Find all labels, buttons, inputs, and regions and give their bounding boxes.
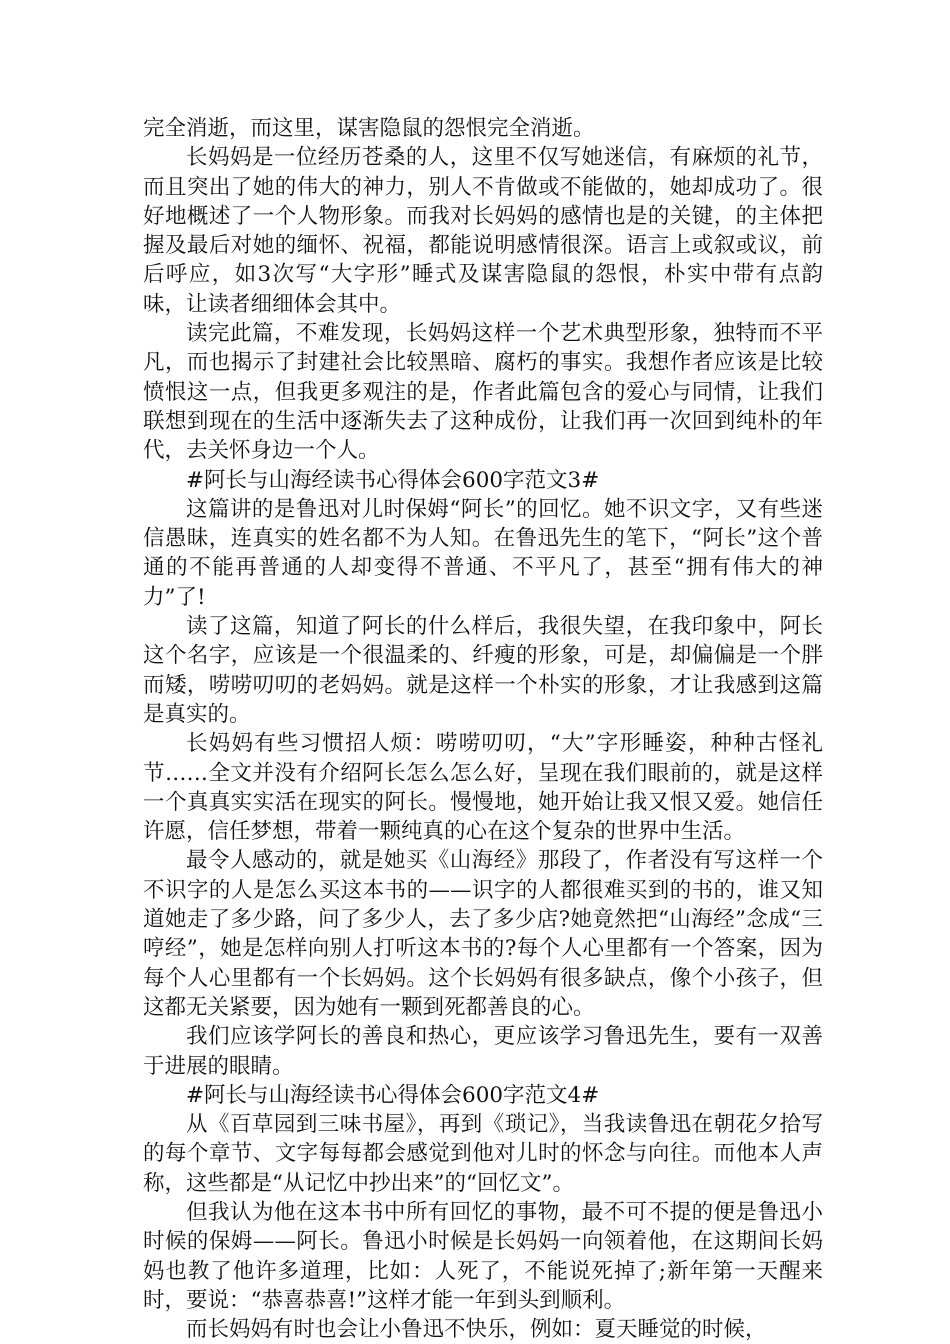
paragraph: 读完此篇，不难发现，长妈妈这样一个艺术典型形象，独特而不平凡，而也揭示了封建社会比较黑暗、腐朽的事实。我想作者应该是比较愤恨这一点，但我更多观注的是，作者此篇包含的爱心与同情，让我们联想到现在的生活中逐渐失去了这种成份，让我们再一次回到纯朴的年代，去关怀身边一个人。 [143,321,823,464]
paragraph: 长妈妈有些习惯招人烦：唠唠叨叨，“大”字形睡姿，种种古怪礼节……全文并没有介绍阿长怎么怎么好，呈现在我们眼前的，就是这样一个真真实实活在现实的阿长。慢慢地，她开始让我又恨又爱。她信任许愿，信任梦想，带着一颗纯真的心在这个复杂的世界中生活。 [143,731,823,845]
section-heading: #阿长与山海经读书心得体会600字范文4# [186,1082,600,1108]
paragraph: 最令人感动的，就是她买《山海经》那段了，作者没有写这样一个不识字的人是怎么买这本书的——识字的人都很难买到的书的，谁又知道她走了多少路，问了多少人，去了多少店?她竟然把“山海经”念成“三哼经”，她是怎样向别人打听这本书的?每个人心里都有一个答案，因为每个人心里都有一个长妈妈。这个长妈妈有很多缺点，像个小孩子，但这都无关紧要，因为她有一颗到死都善良的心。 [143,848,823,1020]
paragraph: 但我认为他在这本书中所有回忆的事物，最不可不提的便是鲁迅小时候的保姆——阿长。鲁迅小时候是长妈妈一向领着他，在这期间长妈妈也教了他许多道理，比如：人死了，不能说死掉了;新年第一天醒来时，要说：“恭喜恭喜!”这样才能一年到头到顺利。 [143,1199,823,1313]
paragraph: 长妈妈是一位经历苍桑的人，这里不仅写她迷信，有麻烦的礼节，而且突出了她的伟大的神力，别人不肯做或不能做的，她却成功了。很好地概述了一个人物形象。而我对长妈妈的感情也是的关键，的主体把握及最后对她的缅怀、祝福，都能说明感情很深。语言上或叙或议，前后呼应，如3次写“大字形”睡式及谋害隐鼠的怨恨，朴实中带有点韵味，让读者细细体会其中。 [143,145,823,317]
section-heading: #阿长与山海经读书心得体会600字范文3# [186,467,600,493]
paragraph: 而长妈妈有时也会让小鲁迅不快乐，例如：夏天睡觉的时候， [186,1317,767,1343]
document-body [143,114,823,1344]
paragraph: 从《百草园到三味书屋》，再到《琐记》，当我读鲁迅在朝花夕拾写的每个章节、文字每每都会感觉到他对儿时的怀念与向往。而他本人声称，这些都是“从记忆中抄出来”的“回忆文”。 [143,1112,823,1196]
paragraph-continuation: 完全消逝，而这里，谋害隐鼠的怨恨完全消逝。 [143,116,595,141]
paragraph: 读了这篇，知道了阿长的什么样后，我很失望，在我印象中，阿长这个名字，应该是一个很温柔的、纤瘦的形象，可是，却偏偏是一个胖而矮，唠唠叨叨的老妈妈。就是这样一个朴实的形象，才让我感到这篇是真实的。 [143,614,823,727]
paragraph: 这篇讲的是鲁迅对儿时保姆“阿长”的回忆。她不识文字，又有些迷信愚昧，连真实的姓名都不为人知。在鲁迅先生的笔下，“阿长”这个普通的不能再普通的人却变得不普通、不平凡了，甚至“拥有伟大的神力”了! [143,496,823,610]
paragraph: 我们应该学阿长的善良和热心，更应该学习鲁迅先生，要有一双善于进展的眼睛。 [143,1024,823,1079]
